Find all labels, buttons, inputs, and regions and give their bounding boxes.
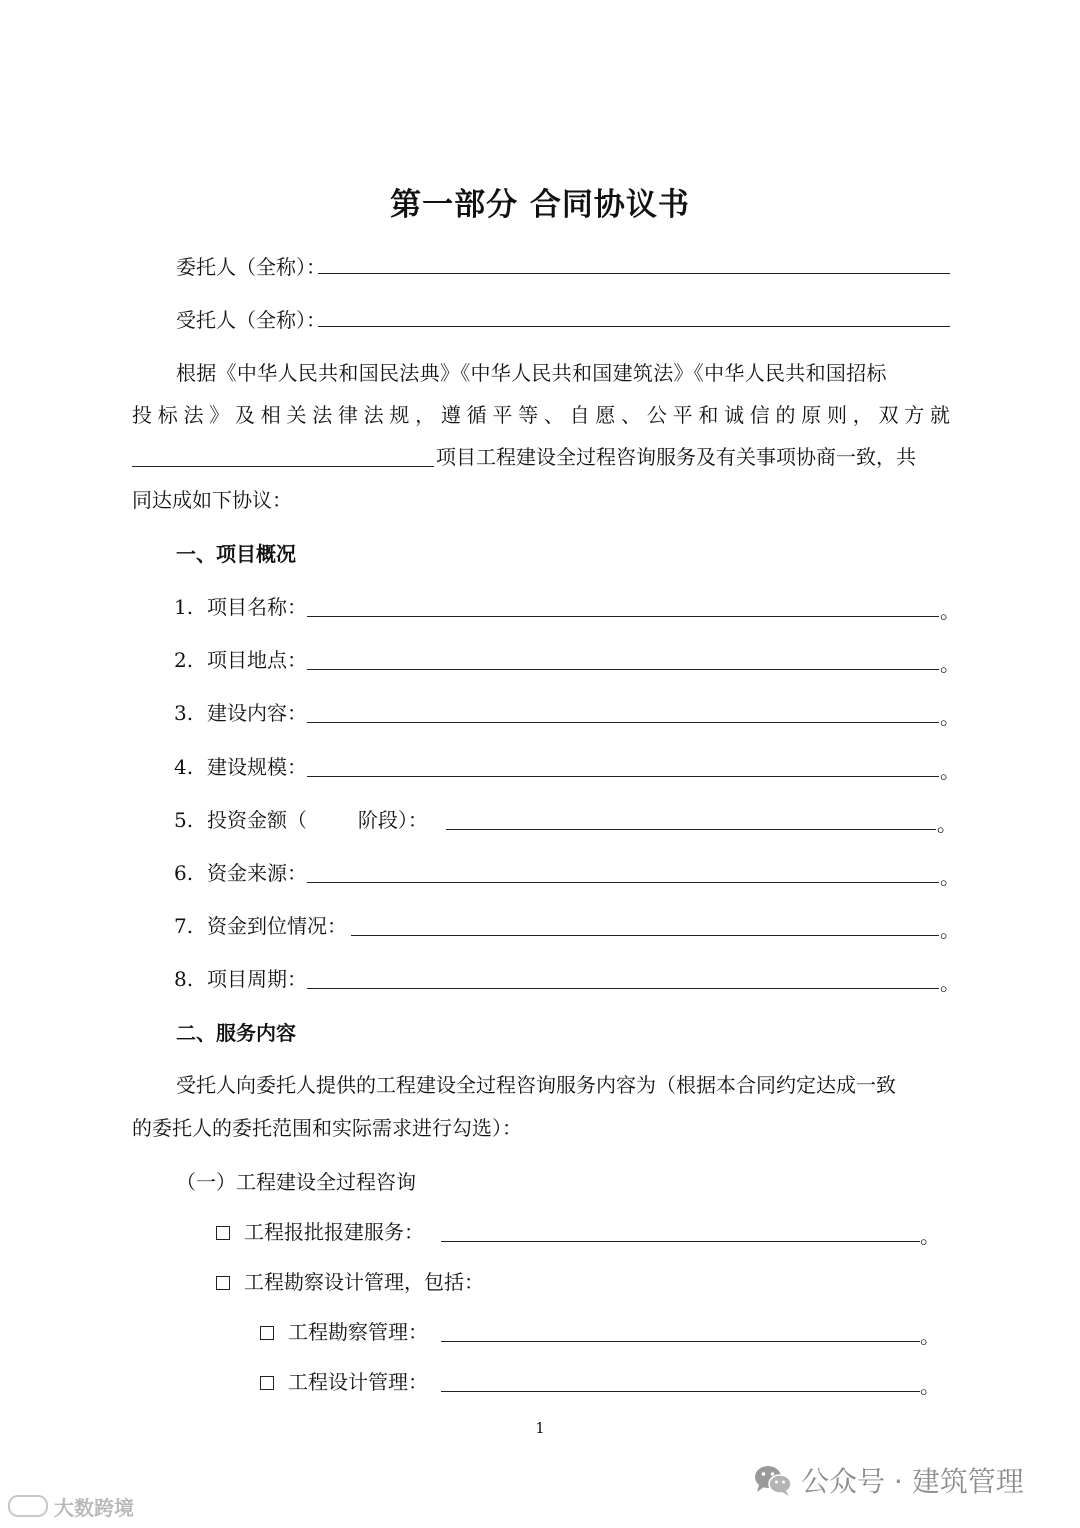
item-label: 建设规模： <box>207 755 307 779</box>
item-number: 3. <box>174 701 194 725</box>
project-location-field[interactable] <box>307 669 939 670</box>
option-label: 工程设计管理： <box>288 1370 428 1394</box>
wechat-icon <box>753 1463 793 1497</box>
preamble-line-2: 投标法》及相关法律法规，遵循平等、自愿、公平和诚信的原则，双方就 <box>132 403 950 427</box>
item-period: 。 <box>940 865 960 889</box>
project-name-field[interactable] <box>307 616 939 617</box>
item-period: 。 <box>940 971 960 995</box>
item-label: 项目周期： <box>207 967 307 991</box>
preamble-line-1: 根据《中华人民共和国民法典》《中华人民共和国建筑法》《中华人民共和国招标 <box>176 361 887 385</box>
construction-content-field[interactable] <box>307 722 939 723</box>
funding-source-field[interactable] <box>307 882 939 883</box>
item-label: 投资金额（ 阶段）： <box>207 808 428 832</box>
item-period: 。 <box>937 812 957 836</box>
survey-management-field[interactable] <box>441 1341 920 1342</box>
logo-icon <box>8 1495 48 1517</box>
project-name-blank[interactable] <box>132 466 434 467</box>
item-label: 资金来源： <box>207 861 307 885</box>
option-label: 工程报批报建服务： <box>244 1220 424 1244</box>
contractor-label: 受托人（全称）： <box>176 308 326 332</box>
construction-scale-field[interactable] <box>307 776 939 777</box>
item-period: 。 <box>920 1324 940 1348</box>
subsection-heading: （一）工程建设全过程咨询 <box>176 1170 416 1194</box>
option-survey <box>260 1319 428 1345</box>
checkbox[interactable] <box>260 1376 274 1390</box>
item-label: 建设内容： <box>207 701 307 725</box>
item-period: 。 <box>940 759 960 783</box>
page-number: 1 <box>535 1419 545 1437</box>
item-label: 资金到位情况： <box>207 914 347 938</box>
contractor-blank[interactable] <box>318 326 950 327</box>
item-period: 。 <box>940 918 960 942</box>
checkbox[interactable] <box>216 1226 230 1240</box>
section-heading-services: 二、服务内容 <box>176 1021 296 1045</box>
approval-service-field[interactable] <box>441 1241 920 1242</box>
project-period-field[interactable] <box>307 988 939 989</box>
checkbox[interactable] <box>216 1276 230 1290</box>
checkbox[interactable] <box>260 1326 274 1340</box>
item-period: 。 <box>940 705 960 729</box>
item-label: 项目名称： <box>207 595 307 619</box>
option-label: 工程勘察管理： <box>288 1320 428 1344</box>
investment-amount-field[interactable] <box>446 829 936 830</box>
preamble-line-4: 同达成如下协议： <box>132 488 292 512</box>
section-heading-overview: 一、项目概况 <box>176 542 296 566</box>
watermark-right: 公众号 · 建筑管理 <box>753 1462 1024 1502</box>
item-number: 4. <box>174 755 194 779</box>
option-design <box>260 1369 428 1395</box>
item-number: 1. <box>174 595 194 619</box>
item-number: 5. <box>174 808 194 832</box>
services-intro-line-2: 的委托人的委托范围和实际需求进行勾选）： <box>132 1116 522 1140</box>
client-blank[interactable] <box>318 273 950 274</box>
services-intro-line-1: 受托人向委托人提供的工程建设全过程咨询服务内容为（根据本合同约定达成一致 <box>176 1073 896 1097</box>
page-title: 第一部分 合同协议书 <box>390 187 690 223</box>
item-period: 。 <box>920 1374 940 1398</box>
item-period: 。 <box>940 652 960 676</box>
item-number: 2. <box>174 648 194 672</box>
funding-status-field[interactable] <box>351 935 939 936</box>
item-number: 8. <box>174 967 194 991</box>
item-period: 。 <box>920 1224 940 1248</box>
option-label: 工程勘察设计管理，包括： <box>244 1270 484 1294</box>
option-approval <box>216 1219 424 1245</box>
item-period: 。 <box>940 599 960 623</box>
preamble-line-3: 项目工程建设全过程咨询服务及有关事项协商一致，共 <box>436 445 916 469</box>
client-label: 委托人（全称）： <box>176 255 326 279</box>
item-number: 7. <box>174 914 194 938</box>
design-management-field[interactable] <box>441 1391 920 1392</box>
watermark-left: 大数跨境 <box>8 1492 134 1521</box>
item-label: 项目地点： <box>207 648 307 672</box>
item-number: 6. <box>174 861 194 885</box>
option-survey-design <box>216 1269 484 1295</box>
